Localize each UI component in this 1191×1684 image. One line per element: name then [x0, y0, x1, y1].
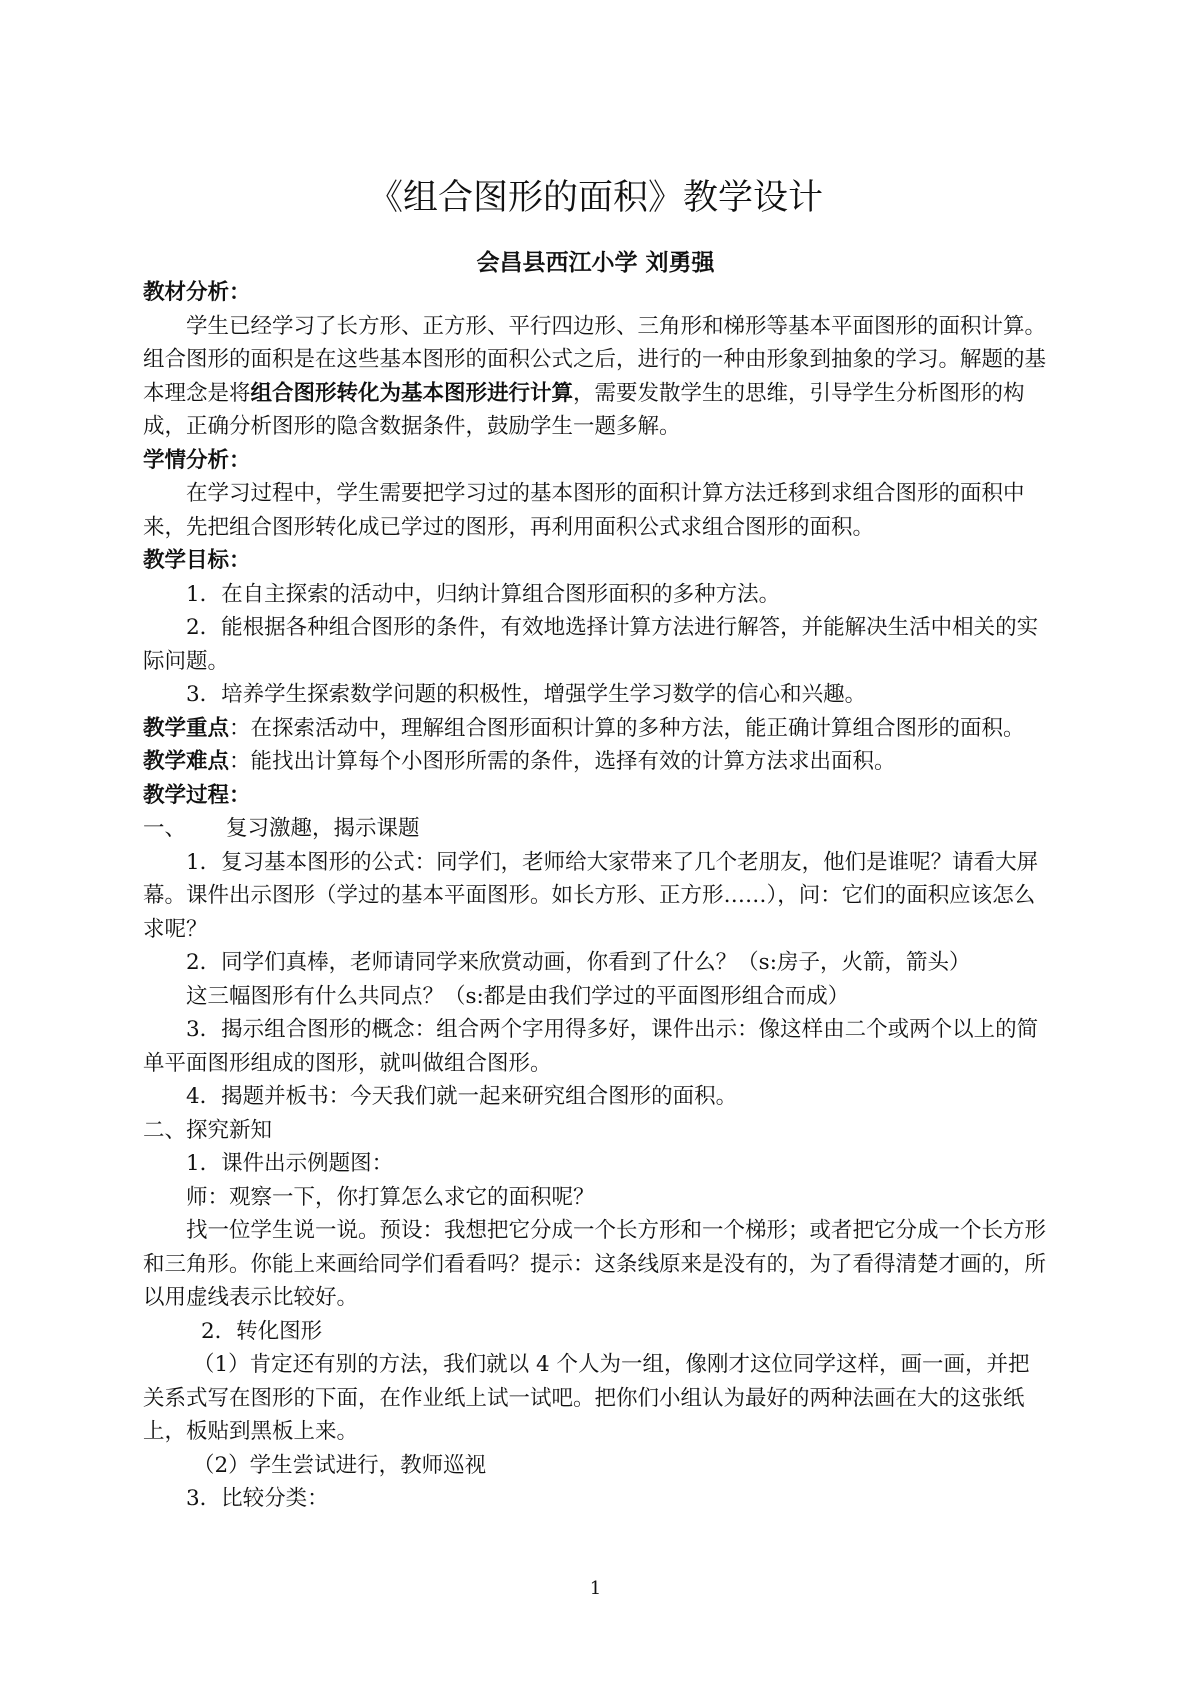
heading-key: 教学重点: [143, 715, 230, 741]
part1-item-4: 4．揭题并板书：今天我们就一起来研究组合图形的面积。: [186, 1084, 738, 1109]
heading-process: 教学过程：: [143, 782, 251, 808]
part2-item-2a: （1）肯定还有别的方法，我们就以 4 个人为一组，像刚才这位同学这样，画一画，并把关系式写在图形的下面，在作业纸上试一试吧。把你们小组认为最好的两种法画在大的这张纸上，板贴到黑板上来。: [143, 1352, 1030, 1444]
author-line: 会昌县西江小学 刘勇强: [476, 250, 715, 276]
part2-item-1: 1．课件出示例题图：: [186, 1151, 394, 1176]
heading-student: 学情分析：: [143, 447, 251, 473]
heading-difficulty: 教学难点: [143, 749, 230, 774]
document-body: [143, 276, 1048, 1516]
heading-material: 教材分析：: [143, 280, 251, 305]
page-title: 《组合图形的面积》教学设计: [367, 178, 823, 218]
part2-item-1b: 师：观察一下，你打算怎么求它的面积呢？: [186, 1184, 595, 1210]
part1-item-1: 1．复习基本图形的公式：同学们，老师给大家带来了几个老朋友，他们是谁呢？请看大屏幕。课件出示图形（学过的基本平面图形。如长方形、正方形……），问：它们的面积应该怎么求呢？: [143, 849, 1039, 942]
part2-item-1c: 找一位学生说一说。预设：我想把它分成一个长方形和一个梯形；或者把它分成一个长方形和三角形。你能上来画给同学们看看吗？提示：这条线原来是没有的，为了看得清楚才画的，所以用虚线表示比较好。: [143, 1218, 1047, 1310]
paragraph-key-point: 教学重点：在探索活动中，理解组合图形面积计算的多种方法，能正确计算组合图形的面积。: [143, 715, 1025, 741]
part2-item-2b: （2）学生尝试进行，教师巡视: [193, 1452, 487, 1478]
goal-3: 3．培养学生探索数学问题的积极性，增强学生学习数学的信心和兴趣。: [186, 682, 867, 707]
part2-title: 二、探究新知: [143, 1117, 273, 1143]
part1-title: 一、 复习激趣，揭示课题: [143, 816, 420, 841]
part2-item-3: 3．比较分类：: [186, 1486, 329, 1511]
part1-item-2: 2．同学们真棒，老师请同学来欣赏动画，你看到了什么？（s:房子，火箭，箭头）: [186, 950, 971, 975]
goal-2: 2．能根据各种组合图形的条件，有效地选择计算方法进行解答，并能解决生活中相关的实际问题。: [143, 615, 1039, 674]
part2-item-2: 2．转化图形: [201, 1318, 323, 1344]
emphasis-text: 组合图形转化为基本图形进行计算: [250, 380, 574, 406]
goal-1: 1．在自主探索的活动中，归纳计算组合图形面积的多种方法。: [186, 581, 781, 607]
heading-goals: 教学目标：: [143, 548, 251, 573]
paragraph-difficulty: 教学难点：能找出计算每个小图形所需的条件，选择有效的计算方法求出面积。: [143, 749, 896, 774]
part1-item-3: 3．揭示组合图形的概念：组合两个字用得多好，课件出示：像这样由二个或两个以上的简单平面图形组成的图形，就叫做组合图形。: [143, 1017, 1039, 1076]
page-number: 1: [589, 1578, 602, 1599]
part1-item-2b: 这三幅图形有什么共同点？（s:都是由我们学过的平面图形组合而成）: [186, 983, 850, 1009]
paragraph-student: 在学习过程中，学生需要把学习过的基本图形的面积计算方法迁移到求组合图形的面积中来，先把组合图形转化成已学过的图形，再利用面积公式求组合图形的面积。: [143, 481, 1025, 540]
paragraph-material: 学生已经学习了长方形、正方形、平行四边形、三角形和梯形等基本平面图形的面积计算。组合图形的面积是在这些基本图形的面积公式之后，进行的一种由形象到抽象的学习。解题的基本理念是将组合图形转化为基本图形进行计算，需要发散学生的思维，引导学生分析图形的构成，正确分析图形的隐含数据条件，鼓励学生一题多解。: [143, 313, 1047, 439]
